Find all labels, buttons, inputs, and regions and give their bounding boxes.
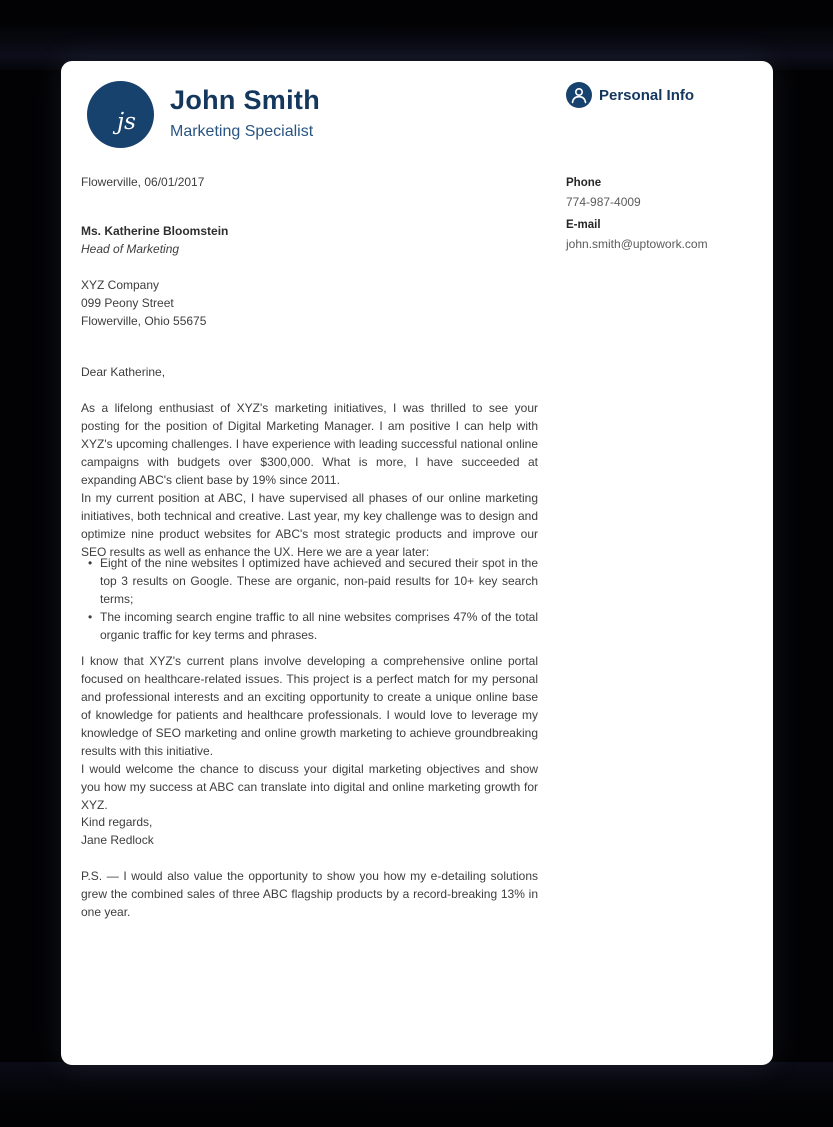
person-icon bbox=[566, 82, 592, 108]
job-title: Marketing Specialist bbox=[170, 123, 314, 140]
company-name: XYZ Company bbox=[81, 278, 160, 292]
recipient-name: Ms. Katherine Bloomstein bbox=[81, 224, 229, 238]
phone-value: 774-987-4009 bbox=[566, 195, 641, 209]
phone-label: Phone bbox=[566, 177, 602, 189]
company-street: 099 Peony Street bbox=[81, 296, 174, 310]
personal-info-heading: Personal Info bbox=[599, 86, 695, 104]
company-address-block bbox=[81, 276, 538, 330]
postscript: P.S. — I would also value the opportunity to show you how my e-detailing solutions grew the combined sales of three ABC flagship products by a record-breaking 13% in one year. bbox=[81, 869, 538, 919]
letter-paragraph-4: I would welcome the chance to discuss your digital marketing objectives and show you how my success at ABC can translate into digital and online marketing growth for XYZ. bbox=[81, 762, 538, 812]
email-label: E-mail bbox=[566, 219, 601, 231]
letter-paragraph-2: In my current position at ABC, I have supervised all phases of our online marketing initiatives, both technical and creative. Last year, my key challenge was to design and optimize nine product websites for ABC's most strategic products and improve our SEO results as well as enhance the UX. Here we are a year later: bbox=[81, 491, 538, 559]
page-title: John Smith bbox=[170, 85, 320, 115]
letter-date: Flowerville, 06/01/2017 bbox=[81, 175, 205, 189]
salutation: Dear Katherine, bbox=[81, 365, 166, 379]
recipient-job-title: Head of Marketing bbox=[81, 242, 180, 256]
letter-paragraph-1: As a lifelong enthusiast of XYZ's marketing initiatives, I was thrilled to see your posting for the position of Digital Marketing Manager. I am positive I can help with XYZ's upcoming challenges. I have experience with leading successful national online campaigns with budgets over $300,000. What is more, I have succeeded at expanding ABC's client base by 19% since 2011. bbox=[81, 401, 538, 487]
avatar-initials: js bbox=[117, 109, 136, 135]
letter-paragraph-3: I know that XYZ's current plans involve developing a comprehensive online portal focused on healthcare-related issues. This project is a perfect match for my personal and professional interests and an exciting opportunity to create a unique online base of knowledge for patients and healthcare professionals. I would love to leverage my knowledge of SEO marketing and online growth marketing to achieve groundbreaking results with this initiative. bbox=[81, 654, 538, 758]
recipient-block bbox=[81, 222, 538, 258]
closing-phrase: Kind regards, bbox=[81, 815, 153, 829]
cover-letter-page bbox=[61, 61, 773, 1065]
personal-info-header bbox=[566, 82, 694, 108]
email-value: john.smith@uptowork.com bbox=[566, 237, 708, 251]
list-item: • Eight of the nine websites I optimized have achieved and secured their spot in the top 3 results on Google. These are organic, non-paid results for 10+ key search terms; bbox=[81, 554, 538, 608]
company-city: Flowerville, Ohio 55675 bbox=[81, 314, 207, 328]
closing-block bbox=[81, 813, 538, 849]
signature-name: Jane Redlock bbox=[81, 833, 154, 847]
avatar bbox=[87, 81, 154, 148]
achievement-list bbox=[81, 554, 538, 644]
dimmed-background-bottom bbox=[0, 1062, 833, 1127]
list-item: • The incoming search engine traffic to all nine websites comprises 47% of the total organic traffic for key terms and phrases. bbox=[81, 608, 538, 644]
